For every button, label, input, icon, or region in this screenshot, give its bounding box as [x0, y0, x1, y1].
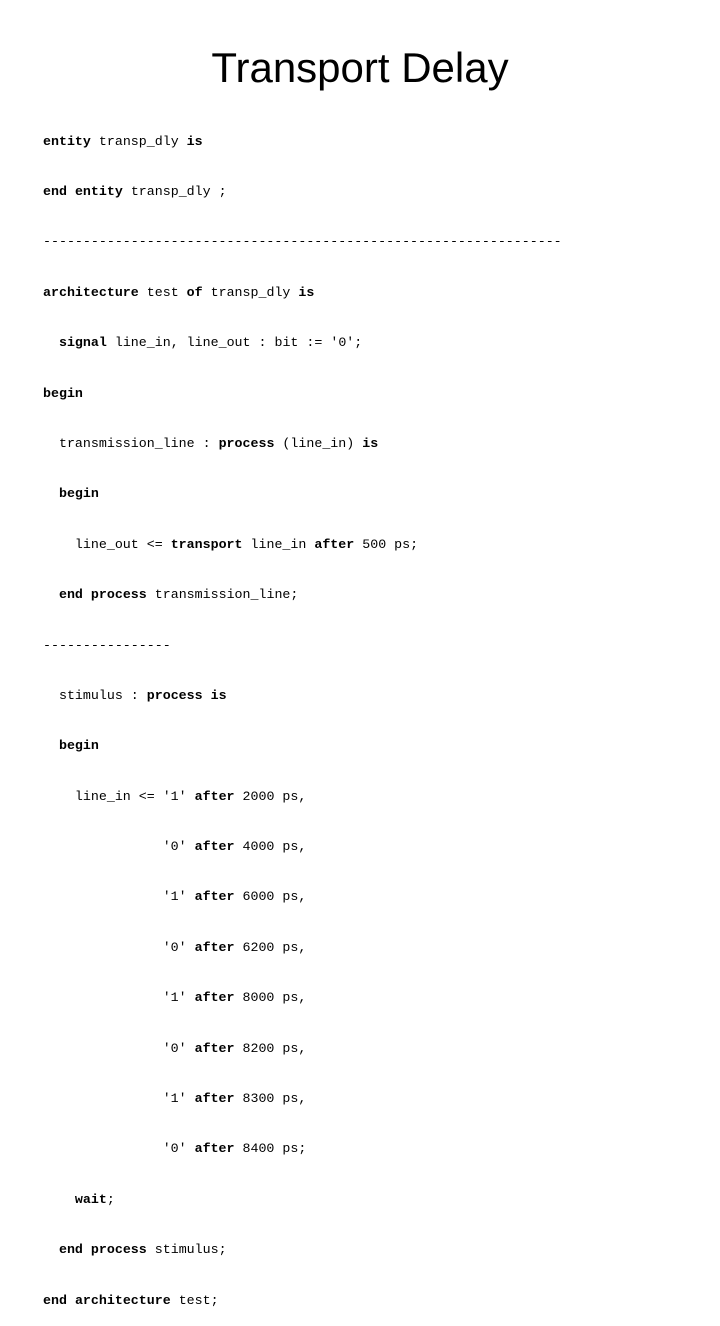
code-line: '1' after 8000 ps,	[43, 990, 307, 1006]
keyword: is	[210, 687, 227, 703]
keyword: after	[194, 839, 235, 855]
keyword: entity	[43, 133, 91, 149]
keyword: after	[194, 788, 235, 804]
keyword: process	[146, 687, 203, 703]
code-line: end entity transp_dly ;	[43, 183, 227, 199]
code-line: '1' after 6000 ps,	[43, 889, 307, 905]
code-line: end architecture test;	[43, 1292, 219, 1308]
code-line: line_in <= '1' after 2000 ps,	[74, 788, 307, 804]
keyword: end	[58, 1242, 83, 1258]
keyword: end	[43, 1292, 67, 1308]
keyword: after	[314, 536, 355, 552]
code-line: architecture test of transp_dly is	[43, 284, 315, 300]
keyword: end	[43, 183, 67, 199]
code-line: line_out <= transport line_in after 500 ps;	[74, 536, 419, 552]
code-line: '0' after 6200 ps,	[43, 939, 307, 955]
code-line: -----------------------------------------------------------------	[43, 234, 562, 250]
keyword: process	[90, 1242, 147, 1258]
keyword: wait	[74, 1191, 107, 1207]
code-line: signal line_in, line_out : bit := '0';	[58, 335, 363, 351]
keyword: transport	[170, 536, 243, 552]
keyword: after	[194, 1141, 235, 1157]
keyword: begin	[43, 385, 83, 401]
code-line: wait;	[74, 1191, 115, 1207]
code-block	[43, 100, 562, 1326]
code-line: stimulus : process is	[58, 687, 227, 703]
keyword: process	[90, 587, 147, 603]
keyword: after	[194, 990, 235, 1006]
code-line: '0' after 8400 ps;	[43, 1141, 307, 1157]
keyword: signal	[58, 335, 107, 351]
keyword: end	[58, 587, 83, 603]
slide-title: Transport Delay	[211, 44, 509, 91]
keyword: architecture	[43, 284, 139, 300]
code-line: '0' after 4000 ps,	[43, 839, 307, 855]
keyword: entity	[74, 183, 123, 199]
code-line: transmission_line : process (line_in) is	[58, 435, 379, 451]
code-line	[43, 738, 562, 755]
code-line: entity transp_dly is	[43, 133, 203, 149]
code-line: '1' after 8300 ps,	[43, 1091, 307, 1107]
code-line: '0' after 8200 ps,	[43, 1040, 307, 1056]
keyword: begin	[58, 738, 99, 754]
code-line: end process transmission_line;	[58, 587, 299, 603]
keyword: architecture	[74, 1292, 171, 1308]
keyword: process	[218, 435, 275, 451]
code-line	[43, 486, 562, 503]
keyword: is	[298, 284, 315, 300]
code-line: end process stimulus;	[58, 1242, 227, 1258]
keyword: after	[194, 1091, 235, 1107]
keyword: is	[186, 133, 203, 149]
keyword: begin	[58, 486, 99, 502]
code-line	[43, 386, 562, 403]
keyword: of	[186, 284, 203, 300]
keyword: after	[194, 889, 235, 905]
keyword: after	[194, 1040, 235, 1056]
keyword: is	[362, 435, 379, 451]
code-line: ----------------	[43, 637, 171, 653]
keyword: after	[194, 939, 235, 955]
